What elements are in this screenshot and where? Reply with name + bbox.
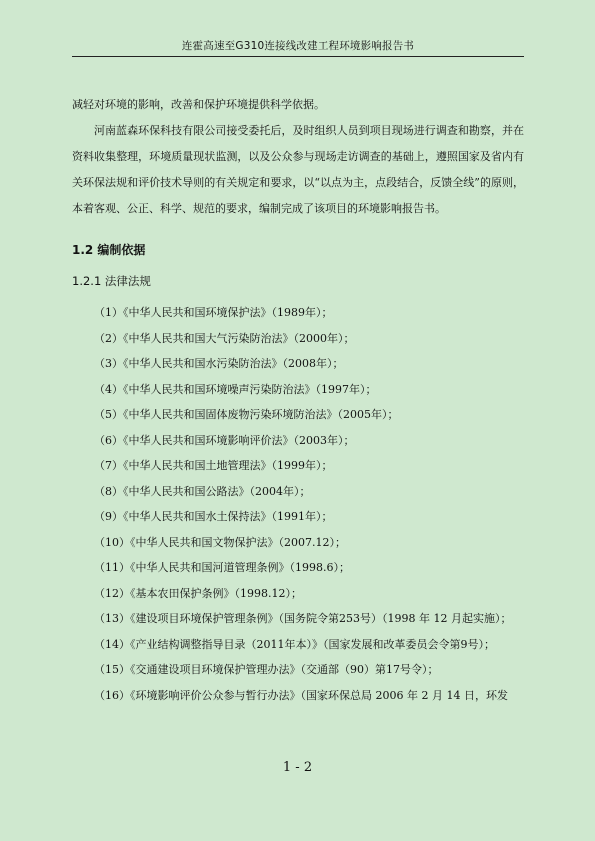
header-rule <box>72 56 524 57</box>
law-item: （7）《中华人民共和国土地管理法》（1999年）； <box>94 459 333 472</box>
law-list <box>72 300 524 708</box>
paragraph-continued: 减轻对环境的影响，改善和保护环境提供科学依据。 <box>72 98 325 111</box>
subsection-heading: 1.2.1 法律法规 <box>72 274 151 288</box>
law-item: （4）《中华人民共和国环境噪声污染防治法》（1997年）； <box>94 382 377 396</box>
law-item: （10）《中华人民共和国文物保护法》（2007.12）； <box>94 535 346 549</box>
law-item: （1）《中华人民共和国环境保护法》（1989年）； <box>94 306 333 319</box>
law-item: （8）《中华人民共和国公路法》（2004年）； <box>94 484 311 498</box>
law-item: （2）《中华人民共和国大气污染防治法》（2000年）； <box>94 331 355 345</box>
page-number: 1 - 2 <box>282 760 313 775</box>
law-item: （5）《中华人民共和国固体废物污染环境防治法》（2005年）； <box>94 408 399 421</box>
law-item: （9）《中华人民共和国水土保持法》（1991年）； <box>94 510 333 523</box>
law-item: （12）《基本农田保护条例》（1998.12）； <box>94 586 302 600</box>
paragraph-commission: 河南蓝森环保科技有限公司接受委托后，及时组织人员到项目现场进行调查和勘察，并在资料收集整理，环境质量现状监测，以及公众参与现场走访调查的基础上，遵照国家及省内有关环保法规和评价技术导则的有关规定和要求，以“以点为主，点段结合，反馈全线”的原则，本着客观、公正、科学、规范的要求，编制完成了该项目的环境影响报告书。 <box>72 124 524 215</box>
law-item: （16）《环境影响评价公众参与暂行办法》（国家环保总局 2006 年 2 月 14 日，环发 <box>94 688 508 702</box>
running-header: 连霍高速至G310连接线改建工程环境影响报告书 <box>181 40 415 52</box>
law-item: （6）《中华人民共和国环境影响评价法》（2003年）； <box>94 433 355 447</box>
law-item: （3）《中华人民共和国水污染防治法》（2008年）； <box>94 357 344 370</box>
page-content <box>72 92 524 708</box>
law-item: （13）《建设项目环境保护管理条例》（国务院令第253号）（1998 年 12 月起实施）； <box>94 612 512 625</box>
section-heading: 1.2 编制依据 <box>72 243 146 257</box>
law-item: （15）《交通建设项目环境保护管理办法》（交通部（90）第17号令）； <box>94 663 439 676</box>
law-item: （14）《产业结构调整指导目录（2011年本）》（国家发展和改革委员会令第9号）； <box>94 637 495 651</box>
law-item: （11）《中华人民共和国河道管理条例》（1998.6）； <box>94 561 350 574</box>
